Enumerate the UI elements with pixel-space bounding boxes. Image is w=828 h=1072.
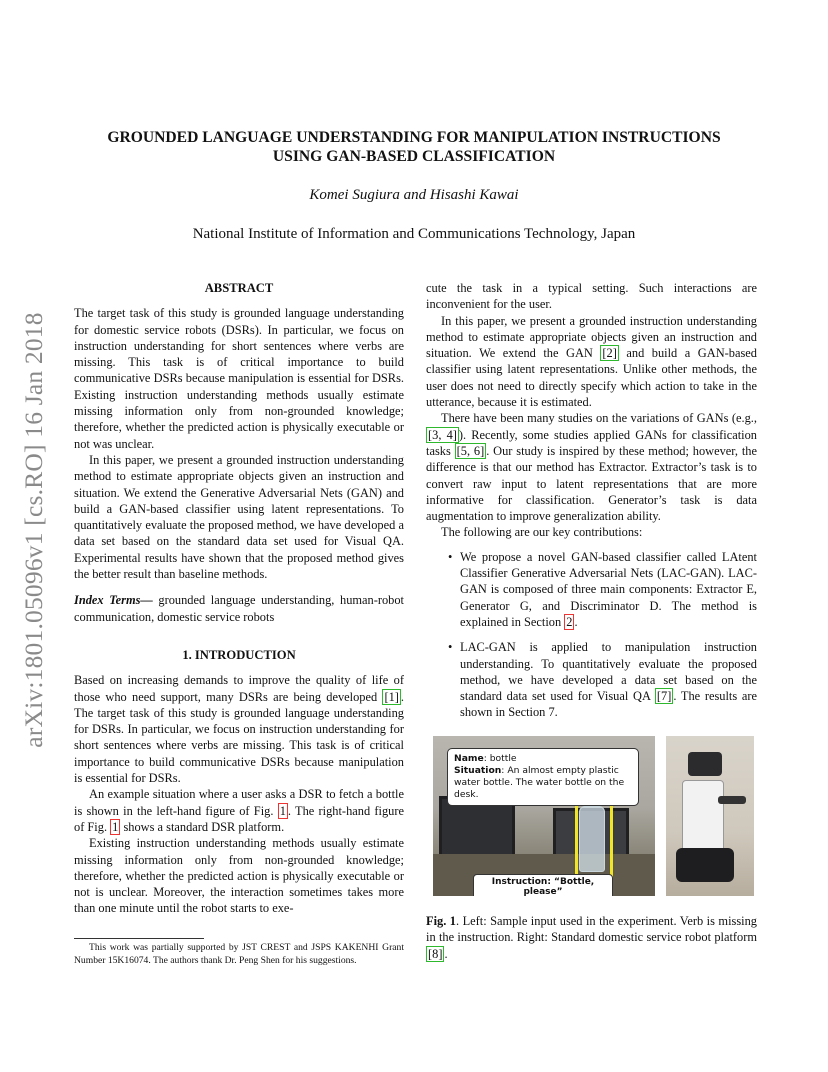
abstract-heading: ABSTRACT	[204, 281, 274, 295]
caption-label: Fig. 1	[426, 914, 456, 928]
figure-ref-link[interactable]: 1	[279, 803, 286, 818]
robot-arm-shape	[718, 796, 746, 804]
citation-link[interactable]: [3, 4]	[428, 427, 457, 442]
right-column	[426, 280, 757, 730]
intro-paragraph-1: Based on increasing demands to improve the quality of life of those who need support, many DSRs are being developed [1] . The target task of this study is grounded language understanding for DSRs. In particular, we focus on instruction understanding for short sentences where verbs are missing. This task is of critical importance to build communicative DSRs because manipulation is essential for DSRs.	[74, 673, 404, 786]
abstract-paragraph-2: In this paper, we present a grounded instruction understanding method to estimate appropriate objects given an instruction and situation. We extend the Generative Adversarial Nets (GAN) and build a GAN-based classifier using latent representations. To quantitatively evaluate the proposed method, we have developed a data set based on the standard data set used for Visual QA. Experimental results have shown that the proposed method gives the better result than baseline methods.	[74, 452, 404, 582]
arxiv-id: arXiv:1801.05096v1 [cs.RO] 16 Jan 2018	[19, 312, 48, 748]
intro-paragraph-6: The following are our key contributions:	[441, 525, 643, 540]
object-callout	[447, 748, 639, 806]
robot-head-shape	[688, 752, 722, 776]
title-line-1: GROUNDED LANGUAGE UNDERSTANDING FOR MANIPULATION INSTRUCTIONS	[107, 129, 721, 146]
intro-paragraph-5: There have been many studies on the variations of GANs (e.g., [3, 4] ). Recently, some studies applied GANs for classification tasks [5, 6] . Our study is inspired by these method; however, the difference is that our method has Extractor. Extractor’s task is to convert raw input to latent representations that are more informative for classification. Generator’s task is data augmentation to improve generalization ability.	[426, 411, 757, 524]
intro-paragraph-3-cont: cute the task in a typical setting. Such interactions are inconvenient for the user.	[426, 281, 757, 312]
list-item: • We propose a novel GAN-based classifier called LAtent Classifier Generative Adversarial Nets (LAC-GAN). LAC-GAN is composed of three main components: Extractor E, Generator G, and Discriminator D. The method is explained in Section 2 .	[448, 549, 757, 629]
arxiv-stamp	[12, 290, 56, 770]
intro-paragraph-2: An example situation where a user asks a DSR to fetch a bottle is shown in the left-hand figure of Fig. 1 . The right-hand figure of Fig. 1 shows a standard DSR platform.	[74, 787, 404, 834]
paper-affiliation: National Institute of Information and Communications Technology, Japan	[192, 226, 636, 242]
intro-paragraph-3: Existing instruction understanding methods usually estimate missing information only from non-grounded knowledge; therefore, whether the predicted action is physically executable or not is unclear. Moreover, the interaction sometimes takes more than one minute until the robot starts to exe-	[74, 836, 404, 916]
section-ref-link[interactable]: 2	[566, 614, 573, 629]
name-label: Name	[454, 753, 484, 764]
robot-base-shape	[676, 848, 734, 882]
left-column	[74, 280, 404, 917]
paper-title	[70, 128, 758, 166]
index-terms-text: grounded language understanding, human-robot communication, domestic service robots	[74, 593, 404, 624]
name-value: : bottle	[483, 753, 517, 764]
figure-sample-input	[433, 736, 655, 896]
title-line-2: USING GAN-BASED CLASSIFICATION	[272, 148, 556, 165]
figure-ref-link[interactable]: 1	[112, 819, 119, 834]
intro-paragraph-4: In this paper, we present a grounded instruction understanding method to estimate appropriate objects given an instruction and situation. We extend the GAN [2] and build a GAN-based classifier using latent representations. Unlike other methods, the user does not need to directly specify which action to take in the utterance, because it is estimated.	[426, 313, 757, 410]
index-terms-label: Index Terms—	[74, 593, 153, 608]
contributions-list	[426, 549, 757, 721]
figure-robot-platform	[666, 736, 754, 896]
citation-link[interactable]: [5, 6]	[456, 443, 485, 458]
paper-authors: Komei Sugiura and Hisashi Kawai	[309, 187, 519, 203]
figure-caption: Fig. 1. Left: Sample input used in the experiment. Verb is missing in the instruction. Right: Standard domestic service robot platform [8] .	[426, 914, 757, 961]
target-bounding-box	[575, 798, 613, 882]
abstract-paragraph-1: The target task of this study is grounded language understanding for domestic service robots (DSRs). In particular, we focus on instruction understanding for short sentences where verbs are missing. This task is of critical importance to build communicative DSRs because manipulation is essential for DSRs. Existing instruction understanding methods usually estimate missing information only from non-grounded knowledge; therefore, whether the predicted action is physically executable or not was unclear.	[74, 306, 404, 451]
citation-link[interactable]: [1]	[384, 689, 399, 704]
citation-link[interactable]: [2]	[602, 346, 617, 361]
robot-body-shape	[682, 780, 724, 852]
citation-link[interactable]: [7]	[656, 689, 672, 704]
instruction-label: Instruction: “Bottle, please”	[473, 874, 613, 896]
situation-value: : An almost empty plastic water bottle. The water bottle on the desk.	[454, 765, 625, 800]
list-item: • LAC-GAN is applied to manipulation instruction understanding. To quantitatively evaluate the proposed method, we have developed a data set based on the standard data set used for Visual QA [7] . The results are shown in Section 7.	[448, 640, 757, 720]
footnote-rule	[74, 938, 204, 939]
index-terms	[74, 592, 404, 625]
intro-heading: 1. INTRODUCTION	[182, 647, 296, 662]
citation-link[interactable]: [8]	[428, 946, 443, 961]
situation-label: Situation	[454, 765, 502, 776]
footnote: This work was partially supported by JST CREST and JSPS KAKENHI Grant Number 15K16074. The authors thank Dr. Peng Shen for his suggestions.	[74, 942, 404, 966]
